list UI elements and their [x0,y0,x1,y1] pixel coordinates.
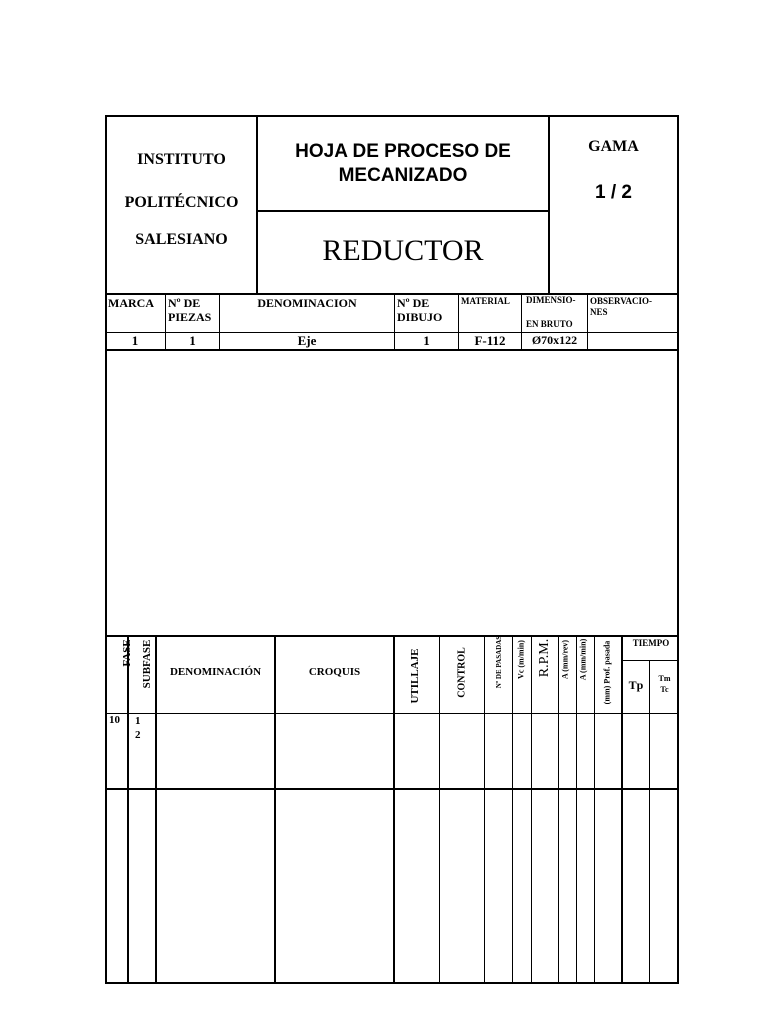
institute-line-2: POLITÉCNICO [124,194,239,211]
header-prof-pasada: (mm) Prof. pasada [602,640,612,705]
col-line-pasadas [512,635,513,984]
title-divider [256,210,550,212]
col-line-tp [649,661,650,984]
institute-line-3: SALESIANO [135,231,228,248]
value-material: F-112 [474,333,506,348]
header-bottom-line [105,293,679,295]
value-n-piezas: 1 [189,333,196,348]
col-line-denominacion [274,635,276,984]
header-n-piezas [168,296,211,324]
header-n-dibujo [397,296,442,324]
header-vc: Vc (m/min) [516,640,526,679]
header-n-dibujo-line-2: DIBUJO [397,310,443,324]
header-a-rev: A (mm/rev) [560,639,570,680]
col-line-croquis [393,635,395,984]
header-utillaje: UTILLAJE [409,648,421,704]
header-material: MATERIAL [461,296,510,306]
header-dimension-line-2: EN BRUTO [526,319,573,329]
info-col-line-6 [587,293,588,350]
row-subfase [135,714,141,742]
header-denominacion-proc: DENOMINACIÓN [169,666,262,678]
institute-line-1: INSTITUTO [137,151,226,168]
header-tp: Tp [628,678,644,692]
row-fase: 10 [109,714,120,726]
gama-label: GAMA [588,138,639,155]
header-tm [650,673,679,695]
value-n-dibujo: 1 [423,333,430,348]
header-dimension [526,296,576,329]
gama-value: 1 / 2 [595,182,632,203]
header-n-pasadas: Nº DE PASADAS [495,635,503,689]
process-row-bottom [105,788,679,790]
header-a-min: A (mm/min) [578,638,588,681]
header-rpm: R.P.M. [537,638,552,678]
sheet-title [258,140,548,188]
col-line-a-rev [576,635,577,984]
col-line-utillaje [439,635,440,984]
header-tiempo: TIEMPO [632,638,670,648]
tiempo-divider [622,660,679,661]
col-line-rpm [558,635,559,984]
sheet-title-line-1: HOJA DE PROCESO DE [295,141,511,162]
header-n-piezas-line-2: PIEZAS [168,310,212,324]
process-header-bottom [105,713,679,714]
header-marca: MARCA [108,296,154,310]
col-line-a-min [594,635,595,984]
col-line-control [484,635,485,984]
value-marca: 1 [131,333,139,348]
header-tm-line-1: Tm [658,674,671,683]
institute-name [107,138,256,261]
header-denominacion: DENOMINACION [257,296,357,310]
header-observaciones-line-2: NES [590,307,608,317]
row-subfase-line-2: 2 [135,729,141,741]
header-control: CONTROL [456,647,468,698]
header-observaciones [590,296,652,318]
header-subfase: SUBFASE [141,639,153,689]
header-dimension-line-1: DIMENSIO- [526,295,576,305]
process-table-top [105,635,679,637]
sheet-title-line-2: MECANIZADO [338,165,468,186]
col-line-vc [531,635,532,984]
value-denominacion: Eje [297,333,317,348]
header-n-piezas-line-1: Nº DE [168,296,201,310]
header-croquis: CROQUIS [308,666,361,678]
row-subfase-line-1: 1 [135,715,141,727]
header-n-dibujo-line-1: Nº DE [397,296,430,310]
value-dimension: Ø70x122 [531,333,578,347]
info-row-bottom [105,349,679,351]
header-observaciones-line-1: OBSERVACIO- [590,296,653,306]
header-tm-line-2: Tc [660,685,669,694]
col-line-subfase [155,635,157,984]
header-fase: FASE [121,639,133,667]
part-name: REDUCTOR [322,234,484,267]
